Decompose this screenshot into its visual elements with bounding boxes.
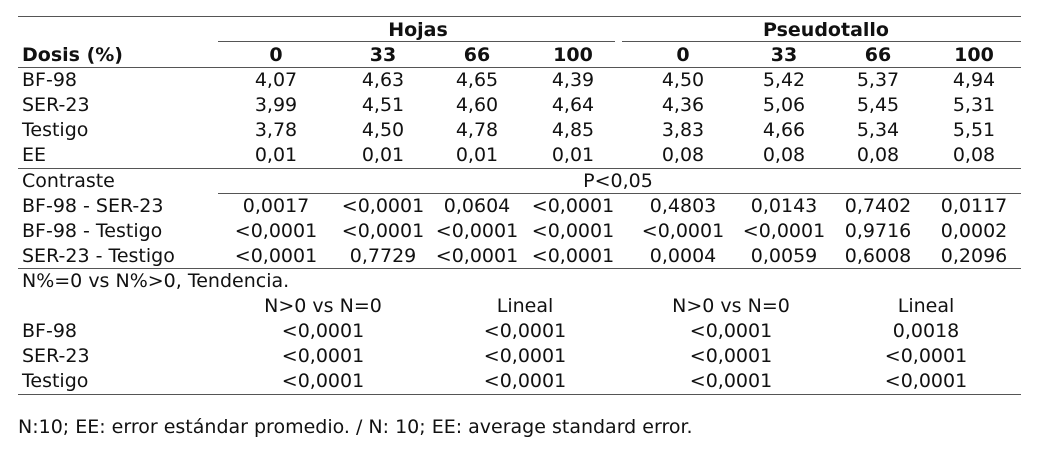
- table-cell: 0,7729: [349, 245, 417, 267]
- row-label: SER-23: [22, 345, 90, 367]
- table-cell: 4,85: [551, 119, 595, 141]
- dose-header: 0: [676, 44, 690, 66]
- table-cell: 3,83: [661, 119, 705, 141]
- table-cell: <0,0001: [234, 245, 318, 267]
- table-cell: 0,0004: [649, 245, 717, 267]
- table-cell: <0,0001: [281, 320, 365, 342]
- table-cell: 5,45: [856, 94, 900, 116]
- table-cell: 0,7402: [844, 195, 912, 217]
- dose-header: 100: [954, 44, 994, 66]
- row-label: SER-23: [22, 94, 90, 116]
- table-cell: <0,0001: [281, 370, 365, 392]
- table-cell: <0,0001: [483, 345, 567, 367]
- table-cell: 4,94: [952, 69, 996, 91]
- table-cell: 0,08: [762, 144, 806, 166]
- trend-header: Lineal: [897, 295, 955, 317]
- table-cell: 0,6008: [844, 245, 912, 267]
- table-cell: <0,0001: [641, 220, 725, 242]
- table-cell: <0,0001: [341, 220, 425, 242]
- table-cell: <0,0001: [234, 220, 318, 242]
- table-cell: 4,51: [361, 94, 405, 116]
- contrast-label: Contraste: [22, 170, 115, 192]
- trend-header: Lineal: [496, 295, 554, 317]
- table-cell: 0,01: [361, 144, 405, 166]
- table-cell: <0,0001: [884, 345, 968, 367]
- table-cell: 5,34: [856, 119, 900, 141]
- table-cell: <0,0001: [689, 370, 773, 392]
- table-cell: 4,78: [455, 119, 499, 141]
- table-cell: 4,39: [551, 69, 595, 91]
- table-cell: 3,78: [254, 119, 298, 141]
- dose-header: 66: [463, 44, 491, 66]
- group-header-pseudotallo: Pseudotallo: [763, 19, 889, 41]
- table-cell: 4,63: [361, 69, 405, 91]
- table-cell: 5,42: [762, 69, 806, 91]
- table-cell: 4,50: [361, 119, 405, 141]
- table-top-rule: [18, 16, 1021, 17]
- table-cell: 4,50: [661, 69, 705, 91]
- table-cell: 0,0059: [750, 245, 818, 267]
- table-cell: 4,60: [455, 94, 499, 116]
- table-cell: 3,99: [254, 94, 298, 116]
- table-cell: 0,08: [952, 144, 996, 166]
- trend-label: N%=0 vs N%>0, Tendencia.: [22, 270, 290, 292]
- table-cell: <0,0001: [281, 345, 365, 367]
- table-cell: 0,01: [254, 144, 298, 166]
- row-label: BF-98: [22, 320, 77, 342]
- table-cell: 5,37: [856, 69, 900, 91]
- row-label: Testigo: [22, 370, 89, 392]
- row-label: SER-23 - Testigo: [22, 245, 175, 267]
- table-cell: <0,0001: [742, 220, 826, 242]
- table-cell: 0,01: [455, 144, 499, 166]
- table-cell: 0,2096: [940, 245, 1008, 267]
- dose-header: 33: [770, 44, 798, 66]
- trend-header: N>0 vs N=0: [672, 295, 790, 317]
- p-value-label: P<0,05: [583, 170, 653, 192]
- table-cell: <0,0001: [531, 245, 615, 267]
- trend-header: N>0 vs N=0: [264, 295, 382, 317]
- table-cell: <0,0001: [884, 370, 968, 392]
- table-cell: <0,0001: [341, 195, 425, 217]
- row-label: BF-98 - Testigo: [22, 220, 163, 242]
- table-cell: <0,0001: [689, 345, 773, 367]
- table-cell: 0,0018: [892, 320, 960, 342]
- dose-header: 66: [864, 44, 892, 66]
- table-cell: <0,0001: [531, 195, 615, 217]
- table-cell: 4,07: [254, 69, 298, 91]
- table-cell: 0,0604: [443, 195, 511, 217]
- table-cell: 0,0117: [940, 195, 1008, 217]
- table-cell: 4,65: [455, 69, 499, 91]
- table-cell: 4,64: [551, 94, 595, 116]
- table-cell: 0,0017: [242, 195, 310, 217]
- table-cell: 0,08: [856, 144, 900, 166]
- dose-header: 0: [269, 44, 283, 66]
- means-bottom-rule: [18, 168, 1021, 169]
- row-label: BF-98 - SER-23: [22, 195, 164, 217]
- dose-row-label: Dosis (%): [22, 44, 123, 66]
- dose-header: 33: [369, 44, 397, 66]
- table-cell: <0,0001: [483, 370, 567, 392]
- row-label: EE: [22, 144, 47, 166]
- table-cell: <0,0001: [435, 245, 519, 267]
- table-bottom-rule: [18, 394, 1021, 395]
- table-cell: 0,08: [661, 144, 705, 166]
- table-cell: 4,36: [661, 94, 705, 116]
- table-cell: 0,4803: [649, 195, 717, 217]
- dose-header: 100: [553, 44, 593, 66]
- table-cell: 0,01: [551, 144, 595, 166]
- table-footnote: N:10; EE: error estándar promedio. / N: 10; EE: average standard error.: [18, 416, 693, 438]
- table-cell: 5,06: [762, 94, 806, 116]
- table-cell: 4,66: [762, 119, 806, 141]
- table-cell: <0,0001: [531, 220, 615, 242]
- group-header-hojas: Hojas: [388, 19, 448, 41]
- table-cell: 0,0143: [750, 195, 818, 217]
- table-cell: 5,31: [952, 94, 996, 116]
- table-cell: 5,51: [952, 119, 996, 141]
- row-label: Testigo: [22, 119, 89, 141]
- row-label: BF-98: [22, 69, 77, 91]
- table-cell: 0,0002: [940, 220, 1008, 242]
- table-cell: 0,9716: [844, 220, 912, 242]
- table-cell: <0,0001: [483, 320, 567, 342]
- table-cell: <0,0001: [689, 320, 773, 342]
- table-cell: <0,0001: [435, 220, 519, 242]
